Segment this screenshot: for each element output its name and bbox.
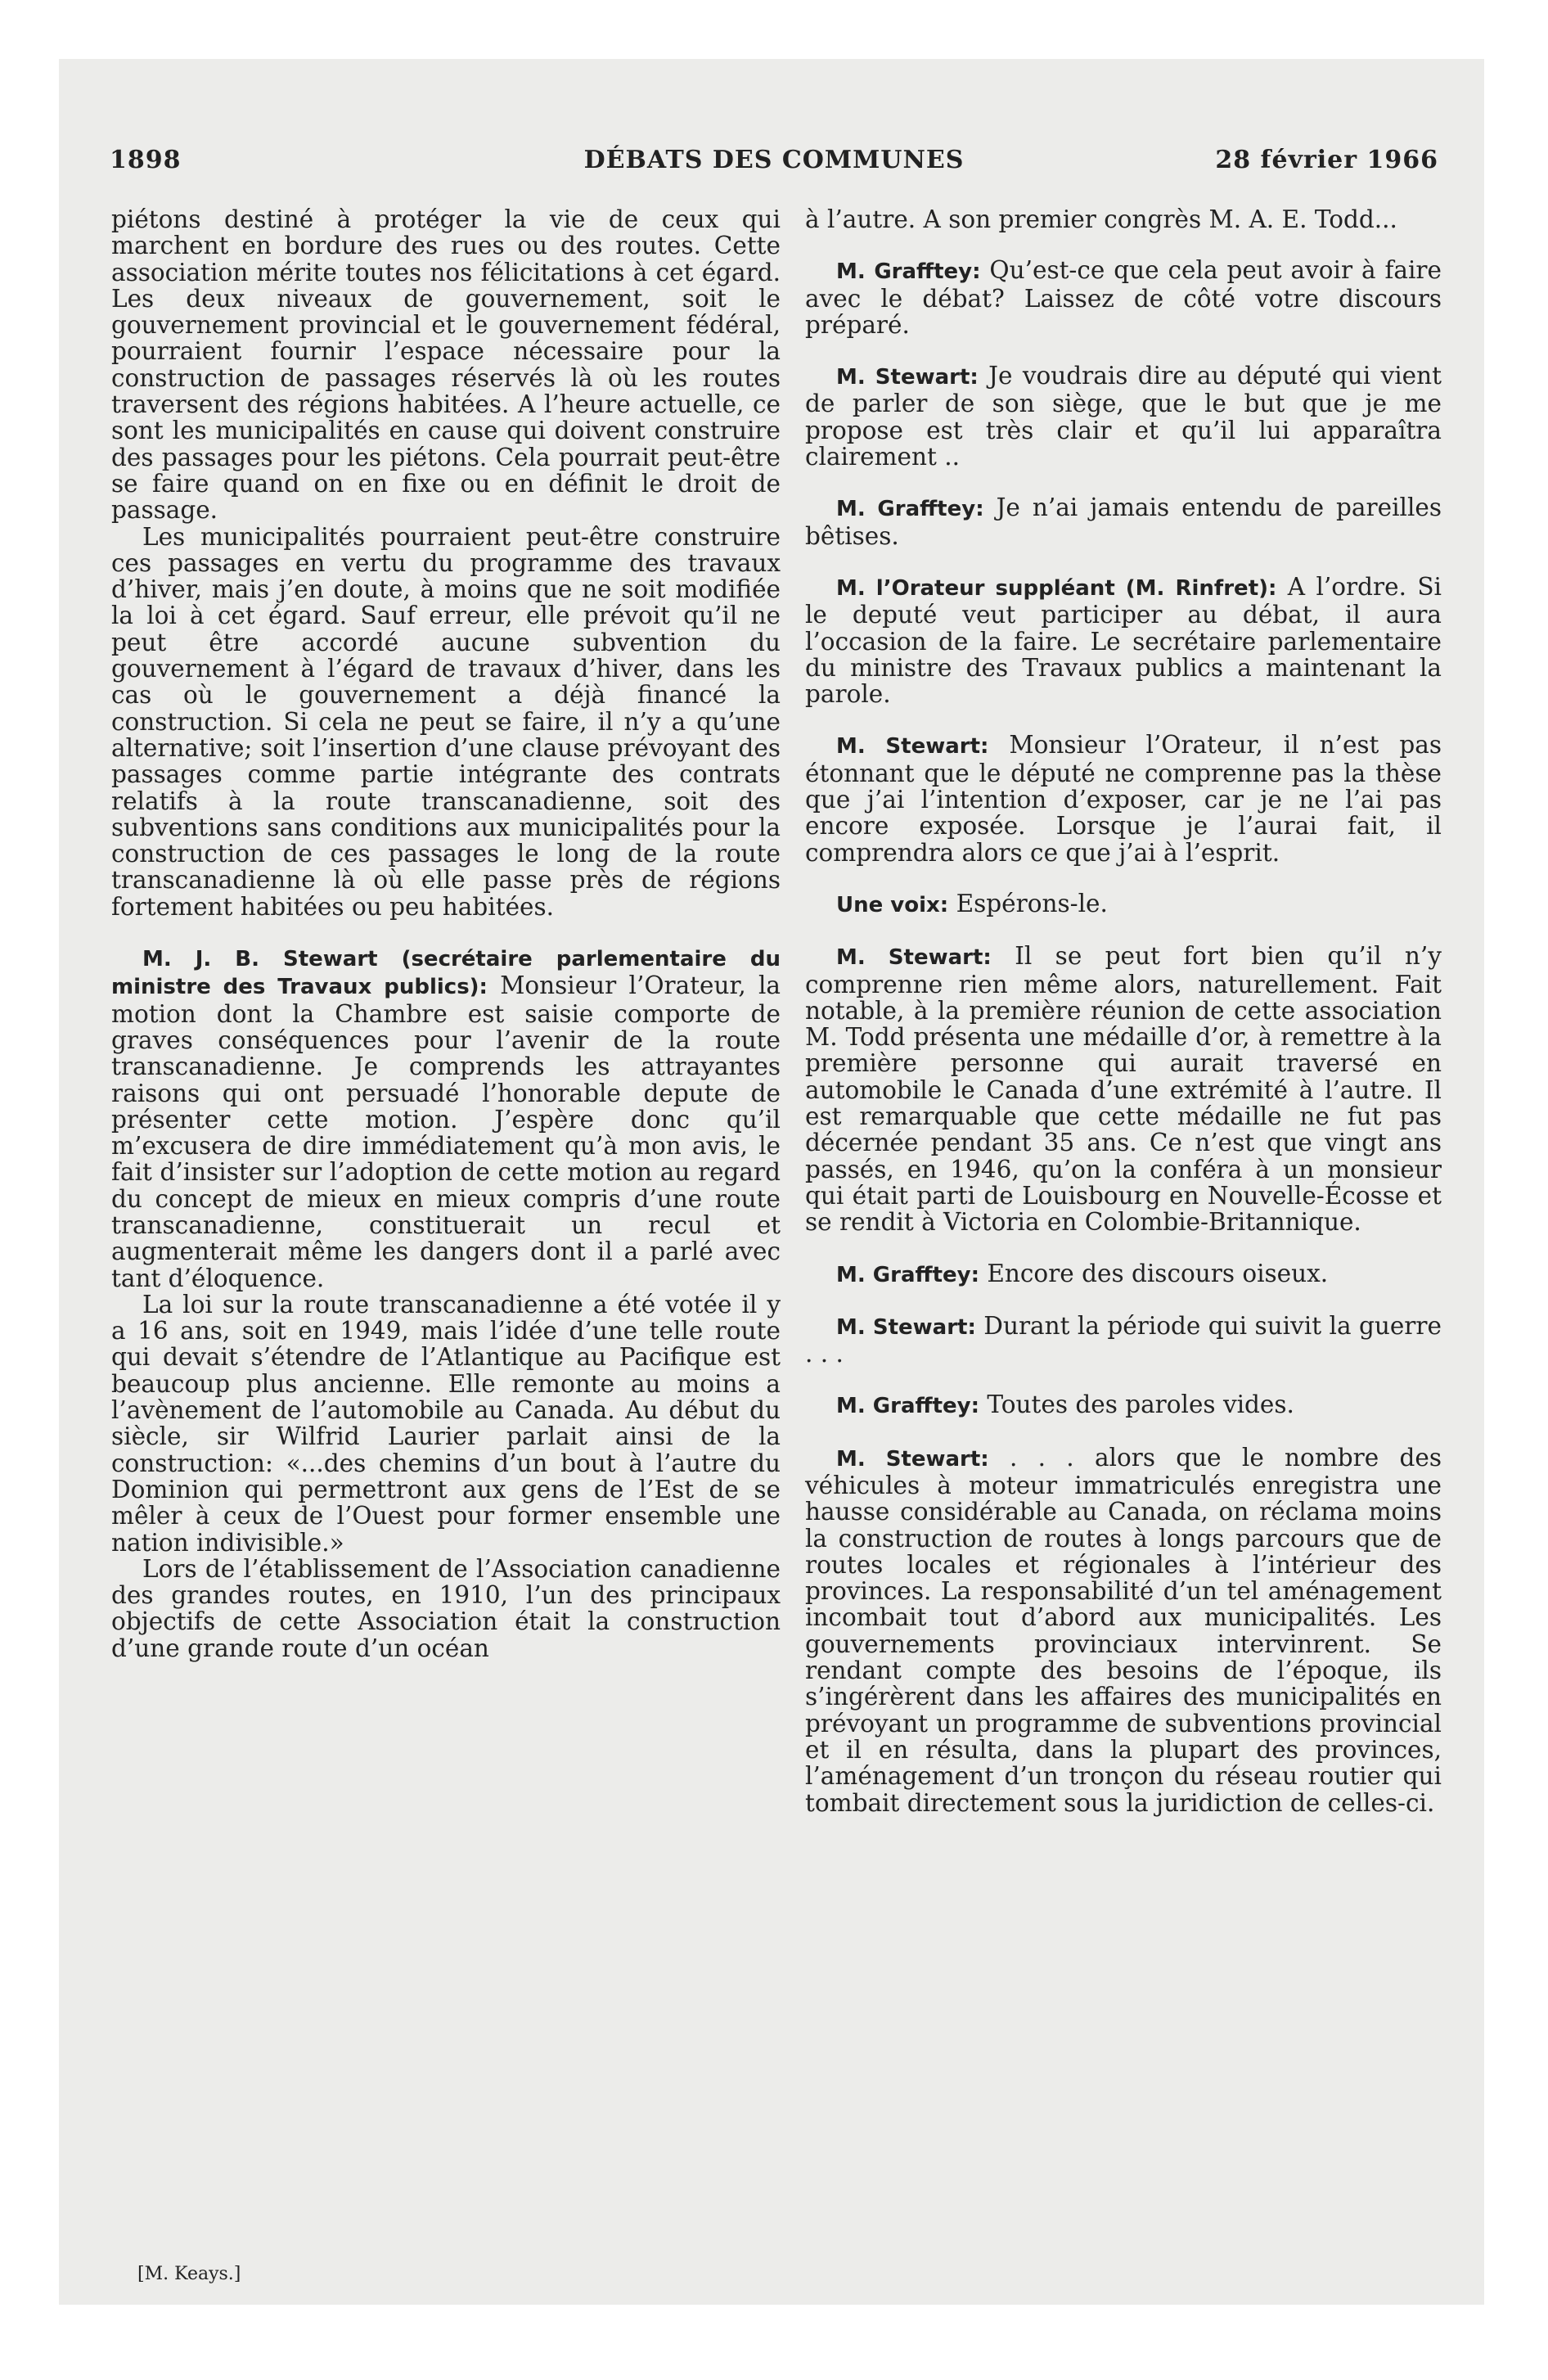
- speaker-name: M. Stewart:: [836, 1314, 976, 1340]
- paragraph: [111, 206, 781, 524]
- speech-paragraph: [805, 363, 1442, 470]
- speech-text: Qu’est-ce que cela peut avoir à faire avec le débat? Laissez de côté votre discours préparé.: [805, 256, 1442, 339]
- paragraph: [805, 206, 1442, 232]
- speech-paragraph: [805, 890, 1442, 918]
- speech-text: Espérons-le.: [956, 889, 1108, 917]
- speech-text: Monsieur l’Orateur, il n’est pas étonnant que le député ne comprenne pas la thèse que j’ai l’intention d’exposer, car je ne l’ai pas encore exposée. Lorsque je l’aurai fait, il comprendra alors ce que j’ai à l’esprit.: [805, 731, 1442, 867]
- speaker-name: M. l’Orateur suppléant (M. Rinfret):: [836, 575, 1277, 601]
- speaker-name: M. J. B. Stewart (secrétaire parlementaire du ministre des Travaux publics):: [111, 947, 781, 1000]
- paragraph: [111, 1556, 781, 1661]
- paragraph-text: Lors de l’établissement de l’Association canadienne des grandes routes, en 1910, l’un des principaux objectifs de cette Association était la construction d’une grande route d’un océan: [111, 1554, 781, 1662]
- speech-paragraph: [805, 1445, 1442, 1816]
- paragraph-text: La loi sur la route transcanadienne a été votée il y a 16 ans, soit en 1949, mais l’idée d’une telle route qui devait s’étendre de l’Atlantique au Pacifique est beaucoup plus ancienne. Elle remonte au moins a l’avènement de l’automobile au Canada. Au début du siècle, sir Wilfrid Laurier parlait ainsi de la construction: «...des chemins d’un bout à l’autre du Dominion qui permettront aux gens de l’Est de se mêler à ceux de l’Ouest pour former ensemble une nation indivisible.»: [111, 1290, 781, 1557]
- speech-paragraph: [805, 943, 1442, 1235]
- speaker-name: M. Grafftey:: [836, 1394, 979, 1419]
- paragraph-text: Les municipalités pourraient peut-être construire ces passages en vertu du programme des travaux d’hiver, mais j’en doute, à moins que ne soit modifiée la loi à cet égard. Sauf erreur, elle prévoit qu’il ne peut être accordé aucune subvention du gouvernement à l’égard de travaux d’hiver, dans les cas où le gouvernement a déjà financé la construction. Si cela ne peut se faire, il n’y a qu’une alternative; soit l’insertion d’une clause prévoyant des passages comme partie intégrante des contrats relatifs à la route transcanadienne, soit des subventions sans conditions aux municipalités pour la construction de ces passages le long de la route transcanadienne là où elle passe près de régions fortement habitées ou peu habitées.: [111, 522, 781, 921]
- speech-paragraph: [805, 1313, 1442, 1368]
- speech-paragraph: [805, 574, 1442, 707]
- speaker-name: M. Stewart:: [836, 734, 989, 760]
- speech-paragraph: [805, 1391, 1442, 1419]
- speech-paragraph: [805, 732, 1442, 865]
- speech-text: Je voudrais dire au député qui vient de parler de son siège, que le but que je me propose est très clair et qu’il lui apparaîtra clairement ..: [805, 362, 1442, 471]
- speech-paragraph: [805, 1260, 1442, 1288]
- speech-text: Il se peut fort bien qu’il n’y comprenne rien même alors, naturellement. Fait notable, à la première réunion de cette association M. Todd présenta une médaille d’or, à remettre à la première personne qui aurait traversé en automobile le Canada d’une extrémité à l’autre. Il est remarquable que cette médaille ne fut pas décernée pendant 35 ans. Ce n’est que vingt ans passés, en 1946, qu’on la conféra à un monsieur qui était parti de Louisbourg en Nouvelle-Écosse et se rendit à Victoria en Colombie-Britannique.: [805, 942, 1442, 1237]
- left-column: [111, 206, 781, 1661]
- speech-text: Monsieur l’Orateur, la motion dont la Chambre est saisie comporte de graves conséquences pour l’avenir de la route transcanadienne. Je comprends les attrayantes raisons qui ont persuadé l’honorable depute de présenter cette motion. J’espère donc qu’il m’excusera de dire immédiatement qu’à mon avis, le fait d’insister sur l’adoption de cette motion au regard du concept de mieux en mieux compris d’une route transcanadienne, constituerait un recul et augmenterait même les dangers dont il a parlé avec tant d’éloquence.: [111, 971, 781, 1292]
- paragraph-text: à l’autre. A son premier congrès M. A. E. Todd...: [805, 205, 1397, 233]
- speaker-name: M. Grafftey:: [836, 259, 981, 285]
- speech-text: Je n’ai jamais entendu de pareilles bêtises.: [805, 494, 1442, 550]
- speech-paragraph: [805, 494, 1442, 549]
- header-date: 28 février 1966: [1215, 146, 1438, 174]
- speech-paragraph: [805, 257, 1442, 338]
- publication-title: DÉBATS DES COMMUNES: [583, 146, 965, 174]
- speaker-name: M. Stewart:: [836, 365, 979, 390]
- right-column: [805, 206, 1442, 1816]
- speaker-name: M. Grafftey:: [836, 1262, 979, 1287]
- speech-text: Encore des discours oiseux.: [987, 1259, 1329, 1287]
- speaker-name: Une voix:: [836, 892, 949, 917]
- speaker-reference: [M. Keays.]: [137, 2264, 241, 2284]
- page-header: [110, 146, 1438, 187]
- speech-text: . . . alors que le nombre des véhicules à moteur immatriculés enregistra une hausse considérable au Canada, on réclama moins la construction de routes à longs parcours que de routes locales et régionales à l’intérieur des provinces. La responsabilité d’un tel aménagement incombait tout d’abord aux municipalités. Les gouvernements provinciaux intervinrent. Se rendant compte des besoins de l’époque, ils s’ingérèrent dans les affaires des municipalités en prévoyant un programme de subventions provincial et il en résulta, dans la plupart des provinces, l’aménagement d’un tronçon du réseau routier qui tombait directement sous la juridiction de celles-ci.: [805, 1443, 1442, 1817]
- speaker-name: M. Stewart:: [836, 1446, 989, 1472]
- speech-paragraph: [111, 944, 781, 1291]
- speech-text: Toutes des paroles vides.: [987, 1391, 1294, 1419]
- paragraph-text: piétons destiné à protéger la vie de ceux qui marchent en bordure des rues ou des routes. Cette association mérite toutes nos félicitations à cet égard. Les deux niveaux de gouvernement, soit le gouvernement provincial et le gouvernement fédéral, pourraient fournir l’espace nécessaire pour la construction de passages réservés là où les routes traversent des régions habitées. A l’heure actuelle, ce sont les municipalités en cause qui doivent construire des passages pour les piétons. Cela pourrait peut-être se faire quand on en fixe ou en définit le droit de passage.: [111, 205, 781, 525]
- speaker-name: M. Grafftey:: [836, 497, 984, 522]
- paragraph: [111, 524, 781, 920]
- page-number: 1898: [110, 146, 182, 174]
- speech-text: Durant la période qui suivit la guerre . . .: [805, 1311, 1442, 1368]
- speech-text: A l’ordre. Si le deputé veut participer au débat, il aura l’occasion de la faire. Le secrétaire parlementaire du ministre des Travaux publics a maintenant la parole.: [805, 572, 1442, 709]
- speaker-name: M. Stewart:: [836, 945, 992, 971]
- paragraph: [111, 1291, 781, 1556]
